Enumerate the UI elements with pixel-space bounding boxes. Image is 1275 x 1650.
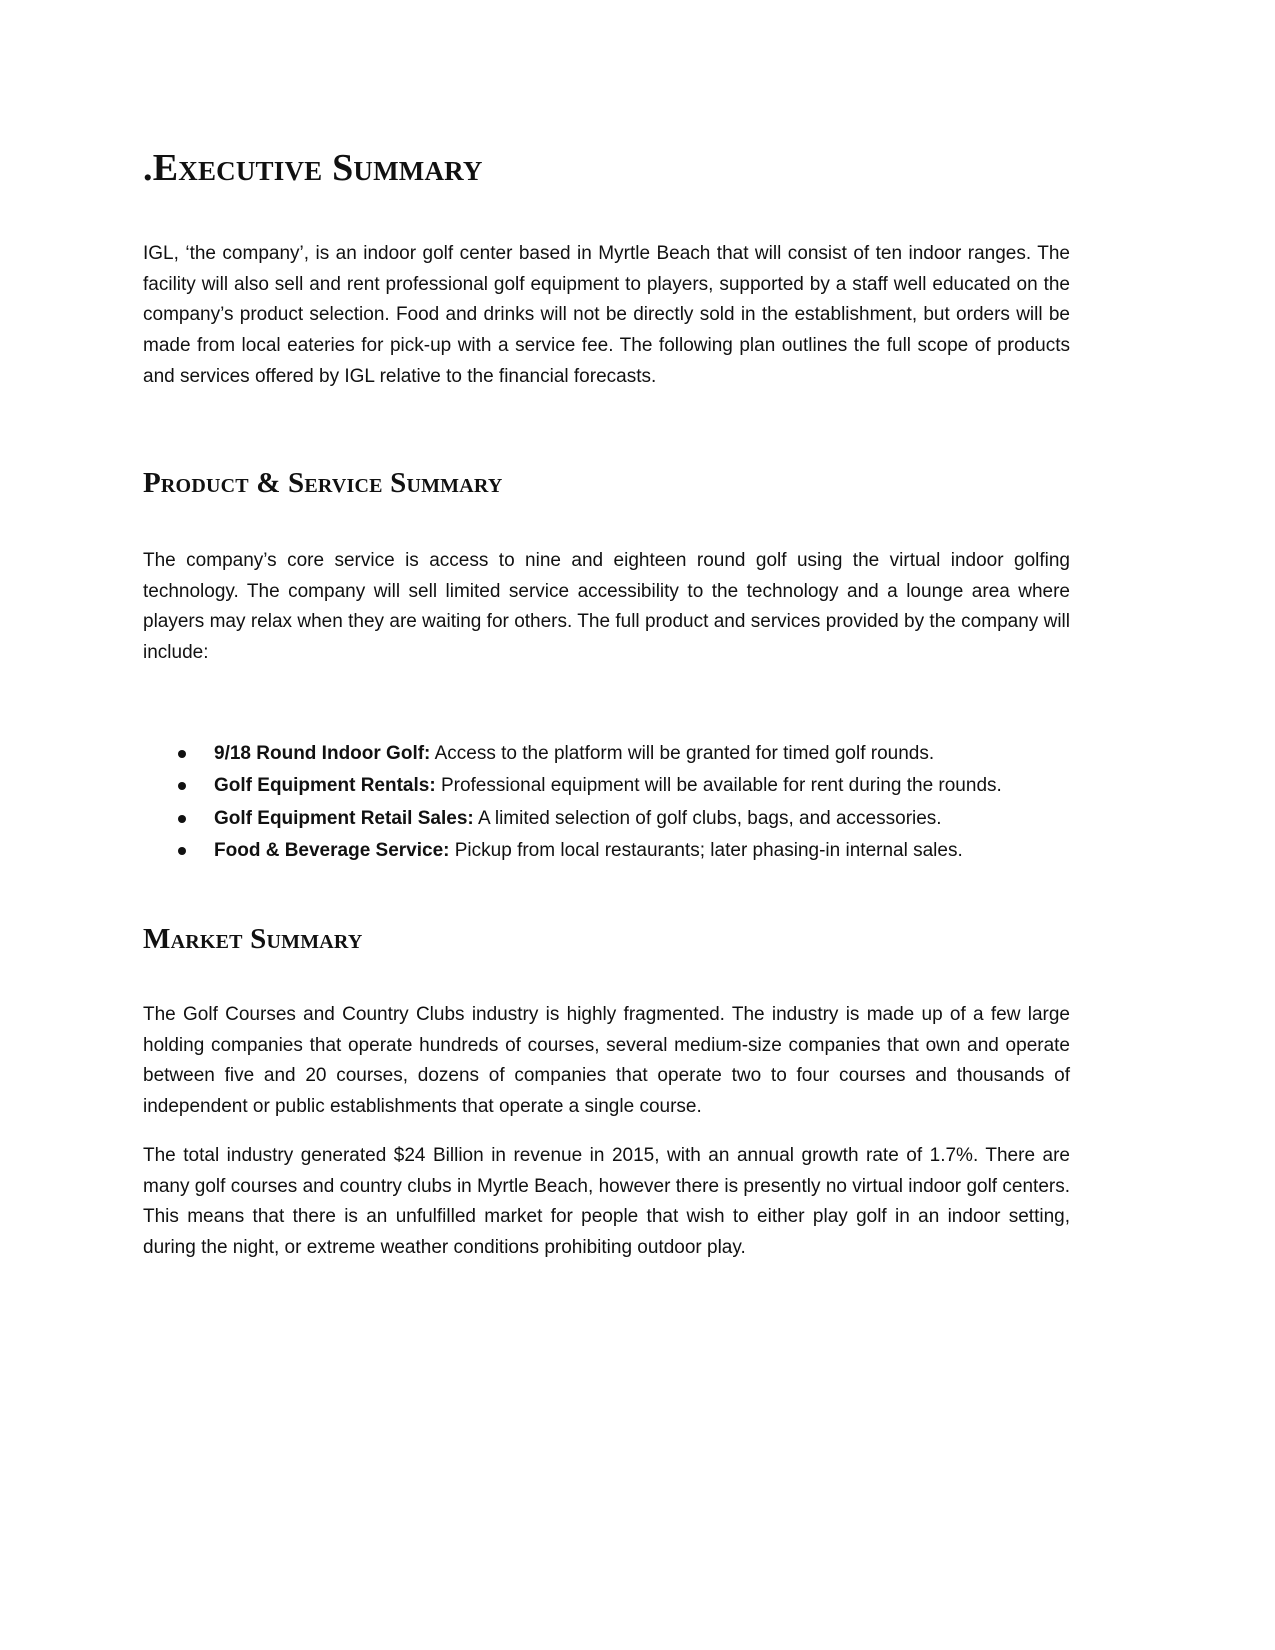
- product-service-summary-paragraph: The company’s core service is access to nine and eighteen round golf using the virtual indoor golfing technology. The company will sell limited service accessibility to the technology and a lounge area where players may relax when they are waiting for others. The full product and services provided by the company will include:: [143, 550, 1070, 664]
- bullet-icon: [178, 782, 186, 790]
- market-summary-paragraph-1: The Golf Courses and Country Clubs industry is highly fragmented. The industry is made up of a few large holding companies that operate hundreds of courses, several medium-size companies that own and operate between five and 20 courses, dozens of companies that operate two to four courses and thousands of independent or public establishments that operate a single course.: [143, 1004, 1070, 1118]
- list-item-text: A limited selection of golf clubs, bags, and accessories.: [473, 807, 942, 829]
- bullet-icon: [178, 815, 186, 823]
- bullet-icon: [178, 847, 186, 855]
- market-summary-paragraph-2: The total industry generated $24 Billion in revenue in 2015, with an annual growth rate of 1.7%. There are many golf courses and country clubs in Myrtle Beach, however there is presently no virtual indoor golf centers. This means that there is an unfulfilled market for people that wish to either play golf in an indoor setting, during the night, or extreme weather conditions prohibiting outdoor play.: [143, 1145, 1070, 1259]
- executive-summary-paragraph: IGL, ‘the company’, is an indoor golf center based in Myrtle Beach that will consist of ten indoor ranges. The facility will also sell and rent professional golf equipment to players, supported by a staff well educated on the company’s product selection. Food and drinks will not be directly sold in the establishment, but orders will be made from local eateries for pick-up with a service fee. The following plan outlines the full scope of products and services offered by IGL relative to the financial forecasts.: [143, 243, 1070, 387]
- list-item-text: Professional equipment will be available for rent during the rounds.: [435, 775, 1002, 797]
- list-item: [143, 738, 1070, 770]
- list-item: [143, 770, 1070, 802]
- list-item-term: Golf Equipment Retail Sales:: [214, 807, 474, 829]
- list-item-term: Food & Beverage Service:: [214, 840, 450, 862]
- list-item-term: Golf Equipment Rentals:: [214, 775, 436, 797]
- bullet-icon: [178, 750, 186, 758]
- market-summary-heading: Market Summary: [143, 923, 363, 955]
- list-item-text: Pickup from local restaurants; later phasing-in internal sales.: [449, 840, 963, 862]
- executive-summary-heading: .Executive Summary: [143, 147, 483, 189]
- product-service-list: [143, 738, 1070, 868]
- list-item: [143, 803, 1070, 835]
- product-service-summary-heading: Product & Service Summary: [143, 467, 503, 499]
- list-item-text: Access to the platform will be granted for timed golf rounds.: [430, 743, 935, 764]
- list-item: [143, 835, 1070, 867]
- list-item-term: 9/18 Round Indoor Golf:: [214, 743, 431, 764]
